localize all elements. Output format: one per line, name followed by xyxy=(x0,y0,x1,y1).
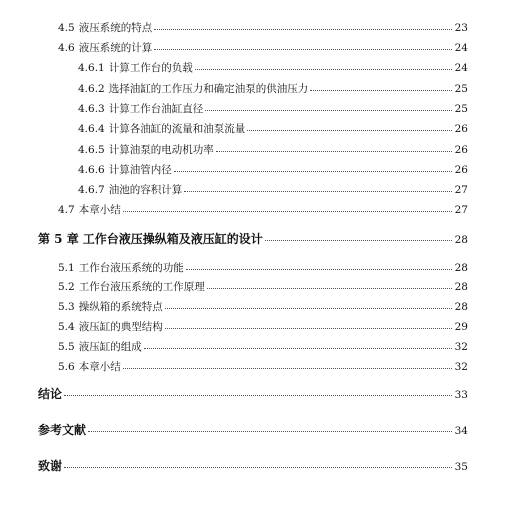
toc-entry-page: 32 xyxy=(454,341,468,353)
toc-entry-5-5[interactable] xyxy=(58,338,468,356)
dot-leader xyxy=(216,151,452,152)
toc-entry-number: 4.7 xyxy=(58,204,75,216)
toc-entry-number: 4.5 xyxy=(58,22,75,34)
toc-entry-title: 计算工作台油缸直径 xyxy=(108,103,204,115)
toc-entry-title: 工作台液压系统的工作原理 xyxy=(78,281,205,293)
toc-entry-5-2[interactable] xyxy=(58,278,468,296)
toc-entry-title: 参考文献 xyxy=(38,423,87,437)
dot-leader xyxy=(265,240,452,241)
toc-entry-title: 液压系统的特点 xyxy=(78,22,153,34)
dot-leader xyxy=(154,49,452,50)
toc-entry-number: 4.6.1 xyxy=(78,62,105,74)
toc-entry-title: 计算油管内径 xyxy=(108,164,172,176)
toc-entry-title: 计算工作台的负载 xyxy=(108,62,193,74)
toc-entry-title: 致谢 xyxy=(38,459,63,473)
dot-leader xyxy=(195,69,452,70)
dot-leader xyxy=(165,308,452,309)
dot-leader xyxy=(64,467,452,468)
toc-entry-number: 第 5 章 xyxy=(38,232,79,246)
dot-leader xyxy=(165,328,452,329)
dot-leader xyxy=(205,110,452,111)
toc-entry-number: 5.4 xyxy=(58,321,75,333)
toc-entry-title: 操纵箱的系统特点 xyxy=(78,301,163,313)
toc-entry-number: 5.6 xyxy=(58,361,75,373)
toc-entry-4-6-7[interactable] xyxy=(78,181,468,199)
toc-entry-number: 5.3 xyxy=(58,301,75,313)
toc-entry-number: 5.2 xyxy=(58,281,75,293)
toc-entry-page: 23 xyxy=(454,22,468,34)
toc-entry-title: 液压缸的组成 xyxy=(78,341,142,353)
toc-entry-title: 液压系统的计算 xyxy=(78,42,153,54)
toc-entry-title: 本章小结 xyxy=(78,204,121,216)
toc-entry-title: 液压缸的典型结构 xyxy=(78,321,163,333)
dot-leader xyxy=(247,130,452,131)
toc-entry-number: 5.1 xyxy=(58,262,75,274)
toc-entry-4-6-4[interactable] xyxy=(78,120,468,138)
dot-leader xyxy=(207,288,452,289)
dot-leader xyxy=(123,368,452,369)
toc-entry-page: 27 xyxy=(454,184,468,196)
toc-entry-number: 4.6.3 xyxy=(78,103,105,115)
dot-leader xyxy=(144,348,452,349)
toc-entry-title: 结论 xyxy=(38,387,63,401)
toc-entry-page: 26 xyxy=(454,123,468,135)
toc-entry-4-6-3[interactable] xyxy=(78,100,468,118)
toc-entry-page: 33 xyxy=(454,389,468,401)
toc-entry-page: 32 xyxy=(454,361,468,373)
toc-entry-page: 28 xyxy=(454,234,468,246)
toc-entry-number: 4.6.2 xyxy=(78,83,105,95)
toc-entry-4-6-5[interactable] xyxy=(78,141,468,159)
toc-entry-number: 4.6.7 xyxy=(78,184,105,196)
toc-entry-title: 计算各油缸的流量和油泵流量 xyxy=(108,123,246,135)
dot-leader xyxy=(174,171,452,172)
toc-entry-number: 4.6 xyxy=(58,42,75,54)
dot-leader xyxy=(123,211,452,212)
toc-entry-5-3[interactable] xyxy=(58,298,468,316)
dot-leader xyxy=(186,269,452,270)
toc-entry-title: 计算油泵的电动机功率 xyxy=(108,144,214,156)
toc-entry-number: 4.6.5 xyxy=(78,144,105,156)
toc-entry-page: 28 xyxy=(454,262,468,274)
toc-entry-4-7[interactable] xyxy=(58,201,468,219)
toc-entry-5-4[interactable] xyxy=(58,318,468,336)
toc-entry-page: 34 xyxy=(454,425,468,437)
toc-entry-number: 5.5 xyxy=(58,341,75,353)
toc-entry-4-5[interactable] xyxy=(58,19,468,37)
toc-references[interactable] xyxy=(38,421,468,439)
toc-entry-title: 选择油缸的工作压力和确定油泵的供油压力 xyxy=(108,83,309,95)
toc-chapter-5[interactable] xyxy=(38,230,468,248)
dot-leader xyxy=(154,29,452,30)
dot-leader xyxy=(184,191,452,192)
toc-entry-page: 28 xyxy=(454,301,468,313)
toc-entry-page: 35 xyxy=(454,461,468,473)
toc-entry-page: 26 xyxy=(454,164,468,176)
toc-entry-page: 29 xyxy=(454,321,468,333)
toc-acknowledgements[interactable] xyxy=(38,457,468,475)
toc-conclusion[interactable] xyxy=(38,385,468,403)
toc-entry-4-6-1[interactable] xyxy=(78,59,468,77)
toc-entry-5-1[interactable] xyxy=(58,259,468,277)
toc-entry-page: 24 xyxy=(454,42,468,54)
toc-entry-title: 工作台液压操纵箱及液压缸的设计 xyxy=(82,232,263,246)
toc-entry-number: 4.6.6 xyxy=(78,164,105,176)
toc-entry-title: 本章小结 xyxy=(78,361,121,373)
dot-leader xyxy=(310,90,452,91)
toc-entry-page: 28 xyxy=(454,281,468,293)
toc-entry-page: 25 xyxy=(454,103,468,115)
toc-entry-5-6[interactable] xyxy=(58,358,468,376)
toc-entry-page: 26 xyxy=(454,144,468,156)
toc-entry-4-6[interactable] xyxy=(58,39,468,57)
toc-entry-4-6-2[interactable] xyxy=(78,80,468,98)
toc-entry-page: 27 xyxy=(454,204,468,216)
toc-entry-number: 4.6.4 xyxy=(78,123,105,135)
dot-leader xyxy=(64,395,452,396)
toc-entry-title: 工作台液压系统的功能 xyxy=(78,262,184,274)
toc-entry-4-6-6[interactable] xyxy=(78,161,468,179)
toc-entry-page: 24 xyxy=(454,62,468,74)
toc-entry-title: 油池的容积计算 xyxy=(108,184,183,196)
dot-leader xyxy=(88,431,452,432)
toc-entry-page: 25 xyxy=(454,83,468,95)
